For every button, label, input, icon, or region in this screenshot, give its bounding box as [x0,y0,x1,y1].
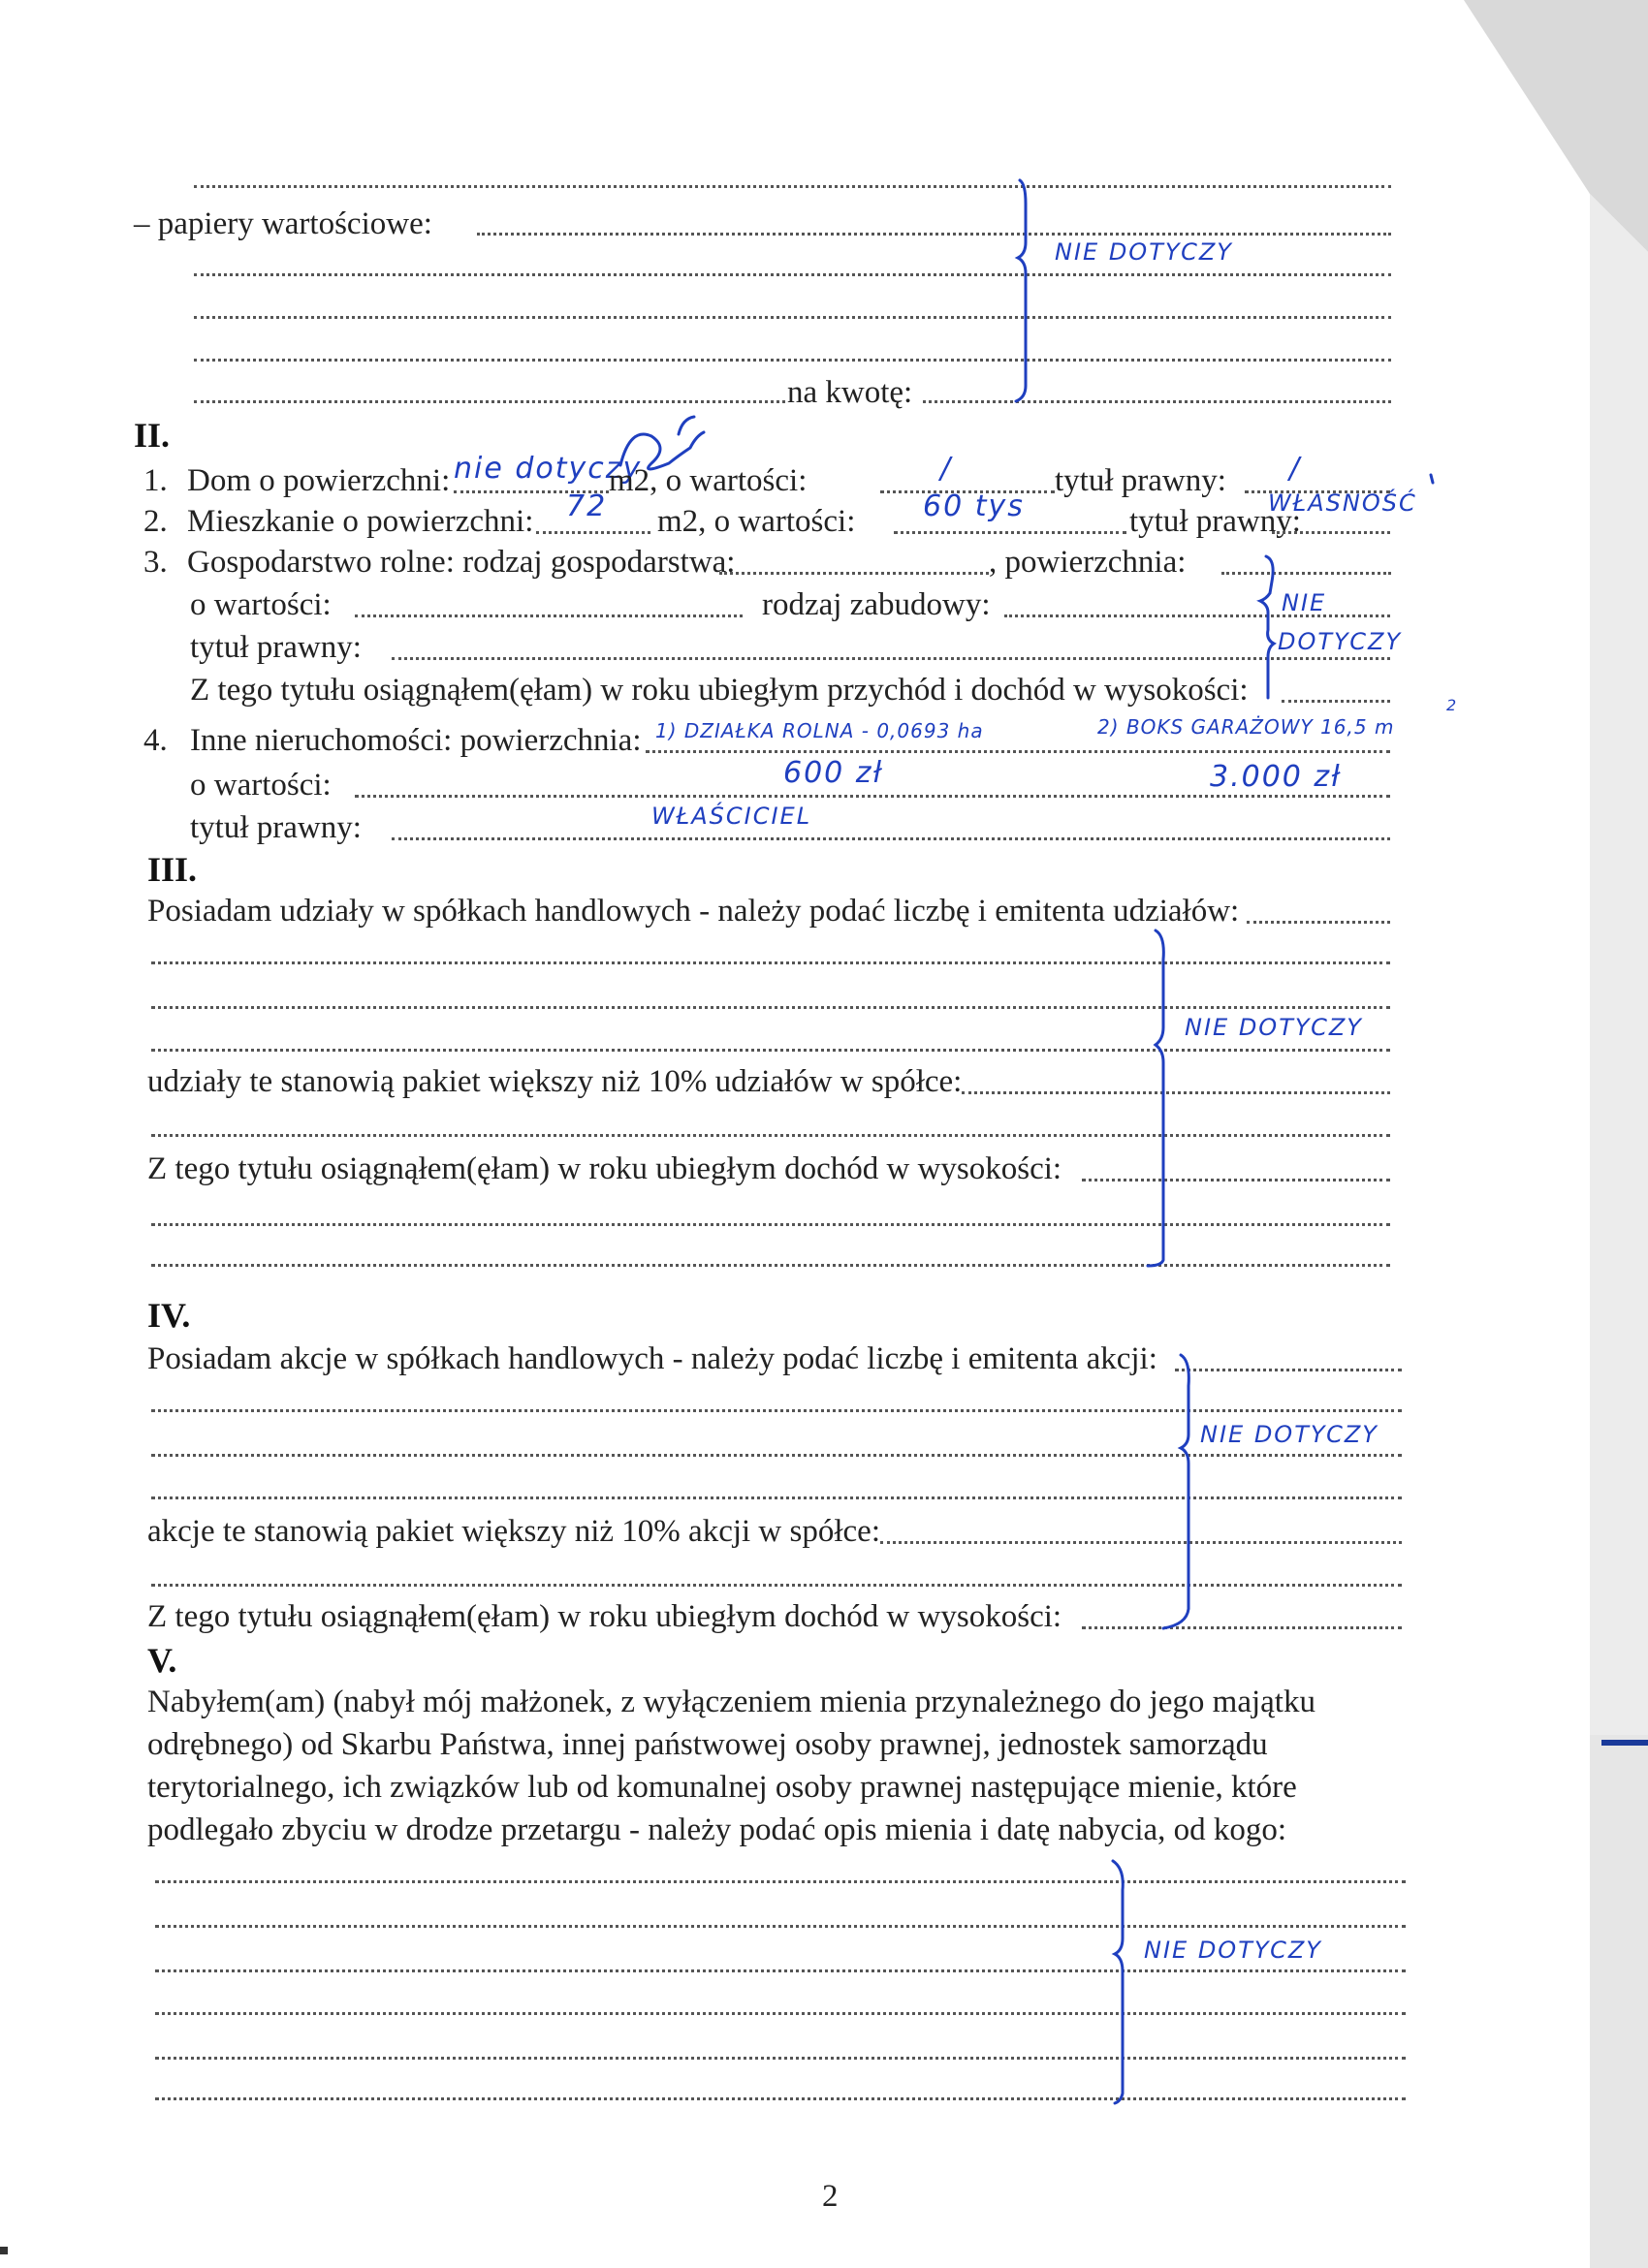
acquired-text-line1: Nabyłem(am) (nabył mój małżonek, z wyłączeniem mienia przynależnego do jego majątku [147,1685,1315,1719]
farm-type-label: Gospodarstwo rolne: rodzaj gospodarstwa: [187,545,736,580]
page-number: 2 [822,2179,839,2214]
other-title-value: WŁAŚCICIEL [651,803,812,830]
shares-text: Posiadam udziały w spółkach handlowych - należy podać liczbę i emitenta udziałów: [147,894,1240,929]
other-area-unit-sup: 2 [1446,696,1458,714]
other-value-1: 600 zł [783,756,884,790]
house-unit-label: m2, o wartości: [609,463,808,498]
shares-note: NIE DOTYCZY [1185,1014,1363,1041]
acquired-text-line4: podlegało zbyciu w drodze przetargu - należy podać opis mienia i datę nabycia, od kogo: [147,1812,1287,1847]
item-number: 4. [143,723,168,758]
farm-note-line2: DOTYCZY [1278,628,1403,655]
farm-build-label: rodzaj zabudowy: [762,587,991,622]
farm-title-label: tytuł prawny: [190,630,362,665]
other-area-value-1: 1) DZIAŁKA ROLNA - 0,0693 ha [655,719,984,742]
tick-mark [1431,475,1433,483]
amount-label: na kwotę: [787,375,913,410]
other-area-value-2: 2) BOKS GARAŻOWY 16,5 m [1097,715,1395,739]
flat-area-value: 72 [566,489,608,523]
brace-mark [1163,1355,1188,1628]
acquired-note: NIE DOTYCZY [1144,1937,1322,1964]
stocks-text: Posiadam akcje w spółkach handlowych - należy podać liczbę i emitenta akcji: [147,1341,1157,1376]
flat-unit-label: m2, o wartości: [657,504,856,539]
brace-mark [1113,1861,1123,2103]
brace-mark [1016,180,1026,401]
item-number: 2. [143,504,168,539]
flat-title-label: tytuł prawny: [1129,504,1301,539]
item-number: 1. [143,463,168,498]
house-title-label: tytuł prawny: [1055,463,1226,498]
stocks-income-text: Z tego tytułu osiągnąłem(ęłam) w roku ubiegłym dochód w wysokości: [147,1599,1062,1634]
other-title-label: tytuł prawny: [190,810,362,845]
stocks-note: NIE DOTYCZY [1200,1421,1379,1448]
house-value: / [940,452,953,486]
house-area-value: nie dotyczy [454,452,643,486]
signature-mark [620,417,704,469]
shares-income-text: Z tego tytułu osiągnąłem(ęłam) w roku ubiegłym dochód w wysokości: [147,1151,1062,1186]
farm-income-text: Z tego tytułu osiągnąłem(ęłam) w roku ubiegłym przychód i dochód w wysokości: [190,673,1249,708]
section-heading: V. [147,1641,177,1680]
section-heading: II. [134,416,171,455]
farm-value-label: o wartości: [190,587,332,622]
other-value-2: 3.000 zł [1210,760,1342,794]
other-value-label: o wartości: [190,768,332,803]
flat-area-label: Mieszkanie o powierzchni: [187,504,534,539]
acquired-text-line3: terytorialnego, ich związków lub od komunalnej osoby prawnej następujące mienie, które [147,1770,1297,1805]
handwritten-note: NIE DOTYCZY [1055,238,1233,266]
shares-pakiet-text: udziały te stanowią pakiet większy niż 10% udziałów w spółce: [147,1064,963,1099]
acquired-text-line2: odrębnego) od Skarbu Państwa, innej państwowej osoby prawnej, jednostek samorządu [147,1727,1268,1762]
brace-mark [1260,556,1274,698]
house-title-value: / [1289,452,1302,486]
farm-note-line1: NIE [1282,589,1327,616]
flat-value: 60 tys [923,489,1025,523]
farm-area-label: , powierzchnia: [989,545,1187,580]
item-number: 3. [143,545,168,580]
flat-title-value: WŁASNOŚĆ [1268,489,1417,517]
section-heading: IV. [147,1296,191,1335]
other-area-label: Inne nieruchomości: powierzchnia: [190,723,642,758]
house-area-label: Dom o powierzchni: [187,463,451,498]
stocks-pakiet-text: akcje te stanowią pakiet większy niż 10% akcji w spółce: [147,1514,880,1549]
securities-label: – papiery wartościowe: [134,206,432,241]
section-heading: III. [147,850,198,889]
brace-mark [1148,930,1163,1266]
